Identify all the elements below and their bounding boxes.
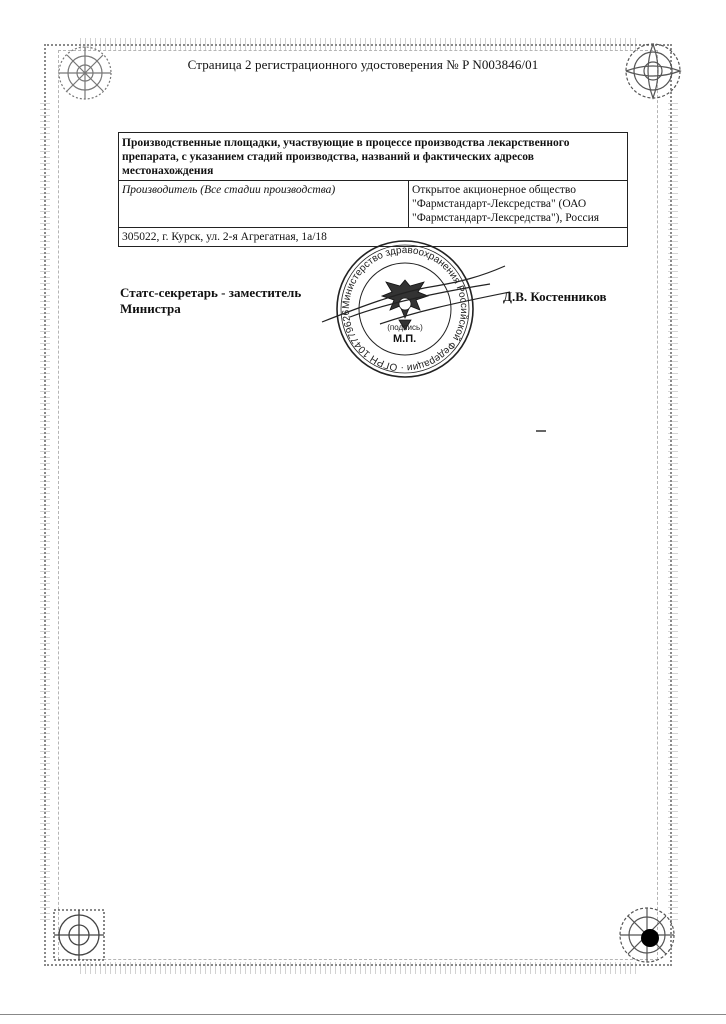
corner-rosette-icon [612,900,682,970]
page-bottom-rule [0,1014,726,1015]
scan-speck [536,430,546,432]
corner-rosette-icon [50,38,120,108]
manufacturer-address: 305022, г. Курск, ул. 2-я Агрегатная, 1а/18 [119,228,628,247]
signature-icon [320,262,520,332]
manufacturer-role: Производитель (Все стадии производства) [119,181,409,228]
table-row [119,133,628,181]
page-title: Страница 2 регистрационного удостоверения № P N003846/01 [187,57,539,72]
signatory-position-line1: Статс-секретарь - заместитель [120,285,302,300]
signatory-name: Д.В. Костенников [503,289,607,304]
table-heading: Производственные площадки, участвующие в процессе производства лекарственного препарата, с указанием стадий производства, названий и фактических адресов местонахождения [119,133,628,181]
signatory-position [120,285,301,317]
seal-small-label: (подпись) [387,323,423,332]
signatory-position-line2: Министра [120,301,181,316]
production-sites-table [118,132,628,247]
manufacturer-company: Открытое акционерное общество "Фармстандарт-Лексредства" (ОАО "Фармстандарт-Лексредства"), Россия [409,181,628,228]
seal-mp-label: М.П. [393,333,417,345]
corner-rosette-icon [44,900,114,970]
seal-ring-text: Министерство здравоохранения Российской Федерации · ОГРН 104779626 [340,244,470,374]
table-row [119,181,628,228]
